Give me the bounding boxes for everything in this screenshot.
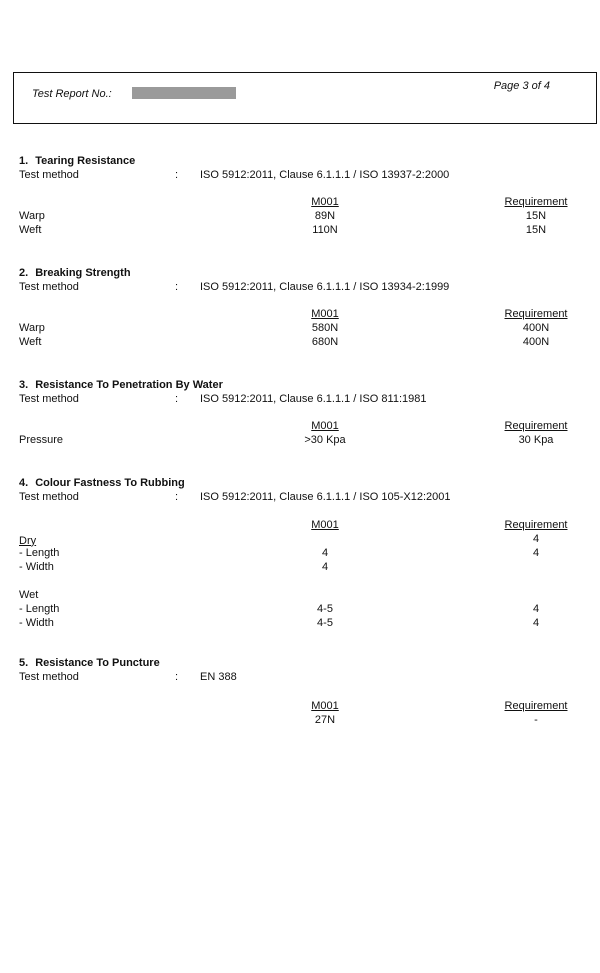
table-row: Weft 680N 400N — [19, 335, 550, 348]
table-header-row — [19, 519, 579, 533]
table-row: 27N - — [314, 713, 538, 726]
dry-group-row: Dry 4 — [19, 532, 540, 547]
test-method-row: Test method : ISO 5912:2011, Clause 6.1.1.1 / ISO 13937-2:2000 — [19, 168, 450, 181]
requirement-column-header: Requirement — [504, 419, 568, 432]
wet-label: Wet — [19, 588, 39, 601]
table-header-row — [19, 196, 579, 210]
section-title: 4. Colour Fastness To Rubbing — [19, 477, 185, 489]
table-row: - Length 4-5 4 — [19, 602, 540, 615]
section-title: 3. Resistance To Penetration By Water — [19, 379, 223, 391]
table-row: - Width 4 — [19, 560, 329, 573]
section-breaking-strength — [19, 267, 579, 350]
results-table — [19, 308, 579, 350]
test-method-value: ISO 5912:2011, Clause 6.1.1.1 / ISO 105-X12:2001 — [200, 490, 451, 503]
requirement-column-header: Requirement — [504, 195, 568, 208]
dry-label: Dry — [19, 534, 37, 547]
section-colour-fastness — [19, 477, 579, 631]
test-method-value: ISO 5912:2011, Clause 6.1.1.1 / ISO 13934-2:1999 — [200, 280, 450, 293]
table-row: Weft 110N 15N — [19, 223, 547, 236]
test-method-row: Test method : ISO 5912:2011, Clause 6.1.1.1 / ISO 105-X12:2001 — [19, 490, 451, 503]
section-puncture-resistance — [19, 657, 579, 728]
table-header-row — [19, 308, 579, 322]
table-row: Warp 89N 15N — [19, 209, 547, 222]
report-number-label: Test Report No.: — [32, 88, 112, 100]
section-water-penetration — [19, 379, 579, 448]
table-row: - Width 4-5 4 — [19, 616, 540, 629]
sample-column-header: M001 — [311, 419, 339, 432]
table-row: Pressure >30 Kpa 30 Kpa — [19, 433, 554, 446]
test-method-value: ISO 5912:2011, Clause 6.1.1.1 / ISO 811:1981 — [200, 392, 427, 405]
test-method-row: Test method : EN 388 — [19, 670, 237, 683]
sample-column-header: M001 — [311, 195, 339, 208]
section-title: 5. Resistance To Puncture — [19, 657, 160, 669]
test-method-row: Test method : ISO 5912:2011, Clause 6.1.1.1 / ISO 811:1981 — [19, 392, 427, 405]
test-method-row: Test method : ISO 5912:2011, Clause 6.1.1.1 / ISO 13934-2:1999 — [19, 280, 450, 293]
requirement-column-header: Requirement — [504, 307, 568, 320]
test-method-value: ISO 5912:2011, Clause 6.1.1.1 / ISO 13937-2:2000 — [200, 168, 450, 181]
report-header-box — [13, 72, 597, 124]
section-tearing-resistance — [19, 155, 579, 238]
results-table — [19, 519, 579, 631]
test-method-value: EN 388 — [200, 670, 237, 683]
table-row: - Length 4 4 — [19, 546, 540, 559]
page-number: Page 3 of 4 — [493, 80, 550, 92]
sample-column-header: M001 — [311, 699, 339, 712]
results-table — [19, 196, 579, 238]
sample-column-header: M001 — [311, 518, 339, 531]
wet-group-row — [19, 589, 579, 603]
requirement-column-header: Requirement — [504, 699, 568, 712]
section-title: 1. Tearing Resistance — [19, 155, 136, 167]
results-table — [19, 700, 579, 728]
requirement-column-header: Requirement — [504, 518, 568, 531]
table-header-row — [19, 420, 579, 434]
table-header-row — [19, 700, 579, 714]
results-table — [19, 420, 579, 448]
redacted-report-number — [132, 87, 236, 99]
sample-column-header: M001 — [311, 307, 339, 320]
section-title: 2. Breaking Strength — [19, 267, 131, 279]
table-row: Warp 580N 400N — [19, 321, 550, 334]
